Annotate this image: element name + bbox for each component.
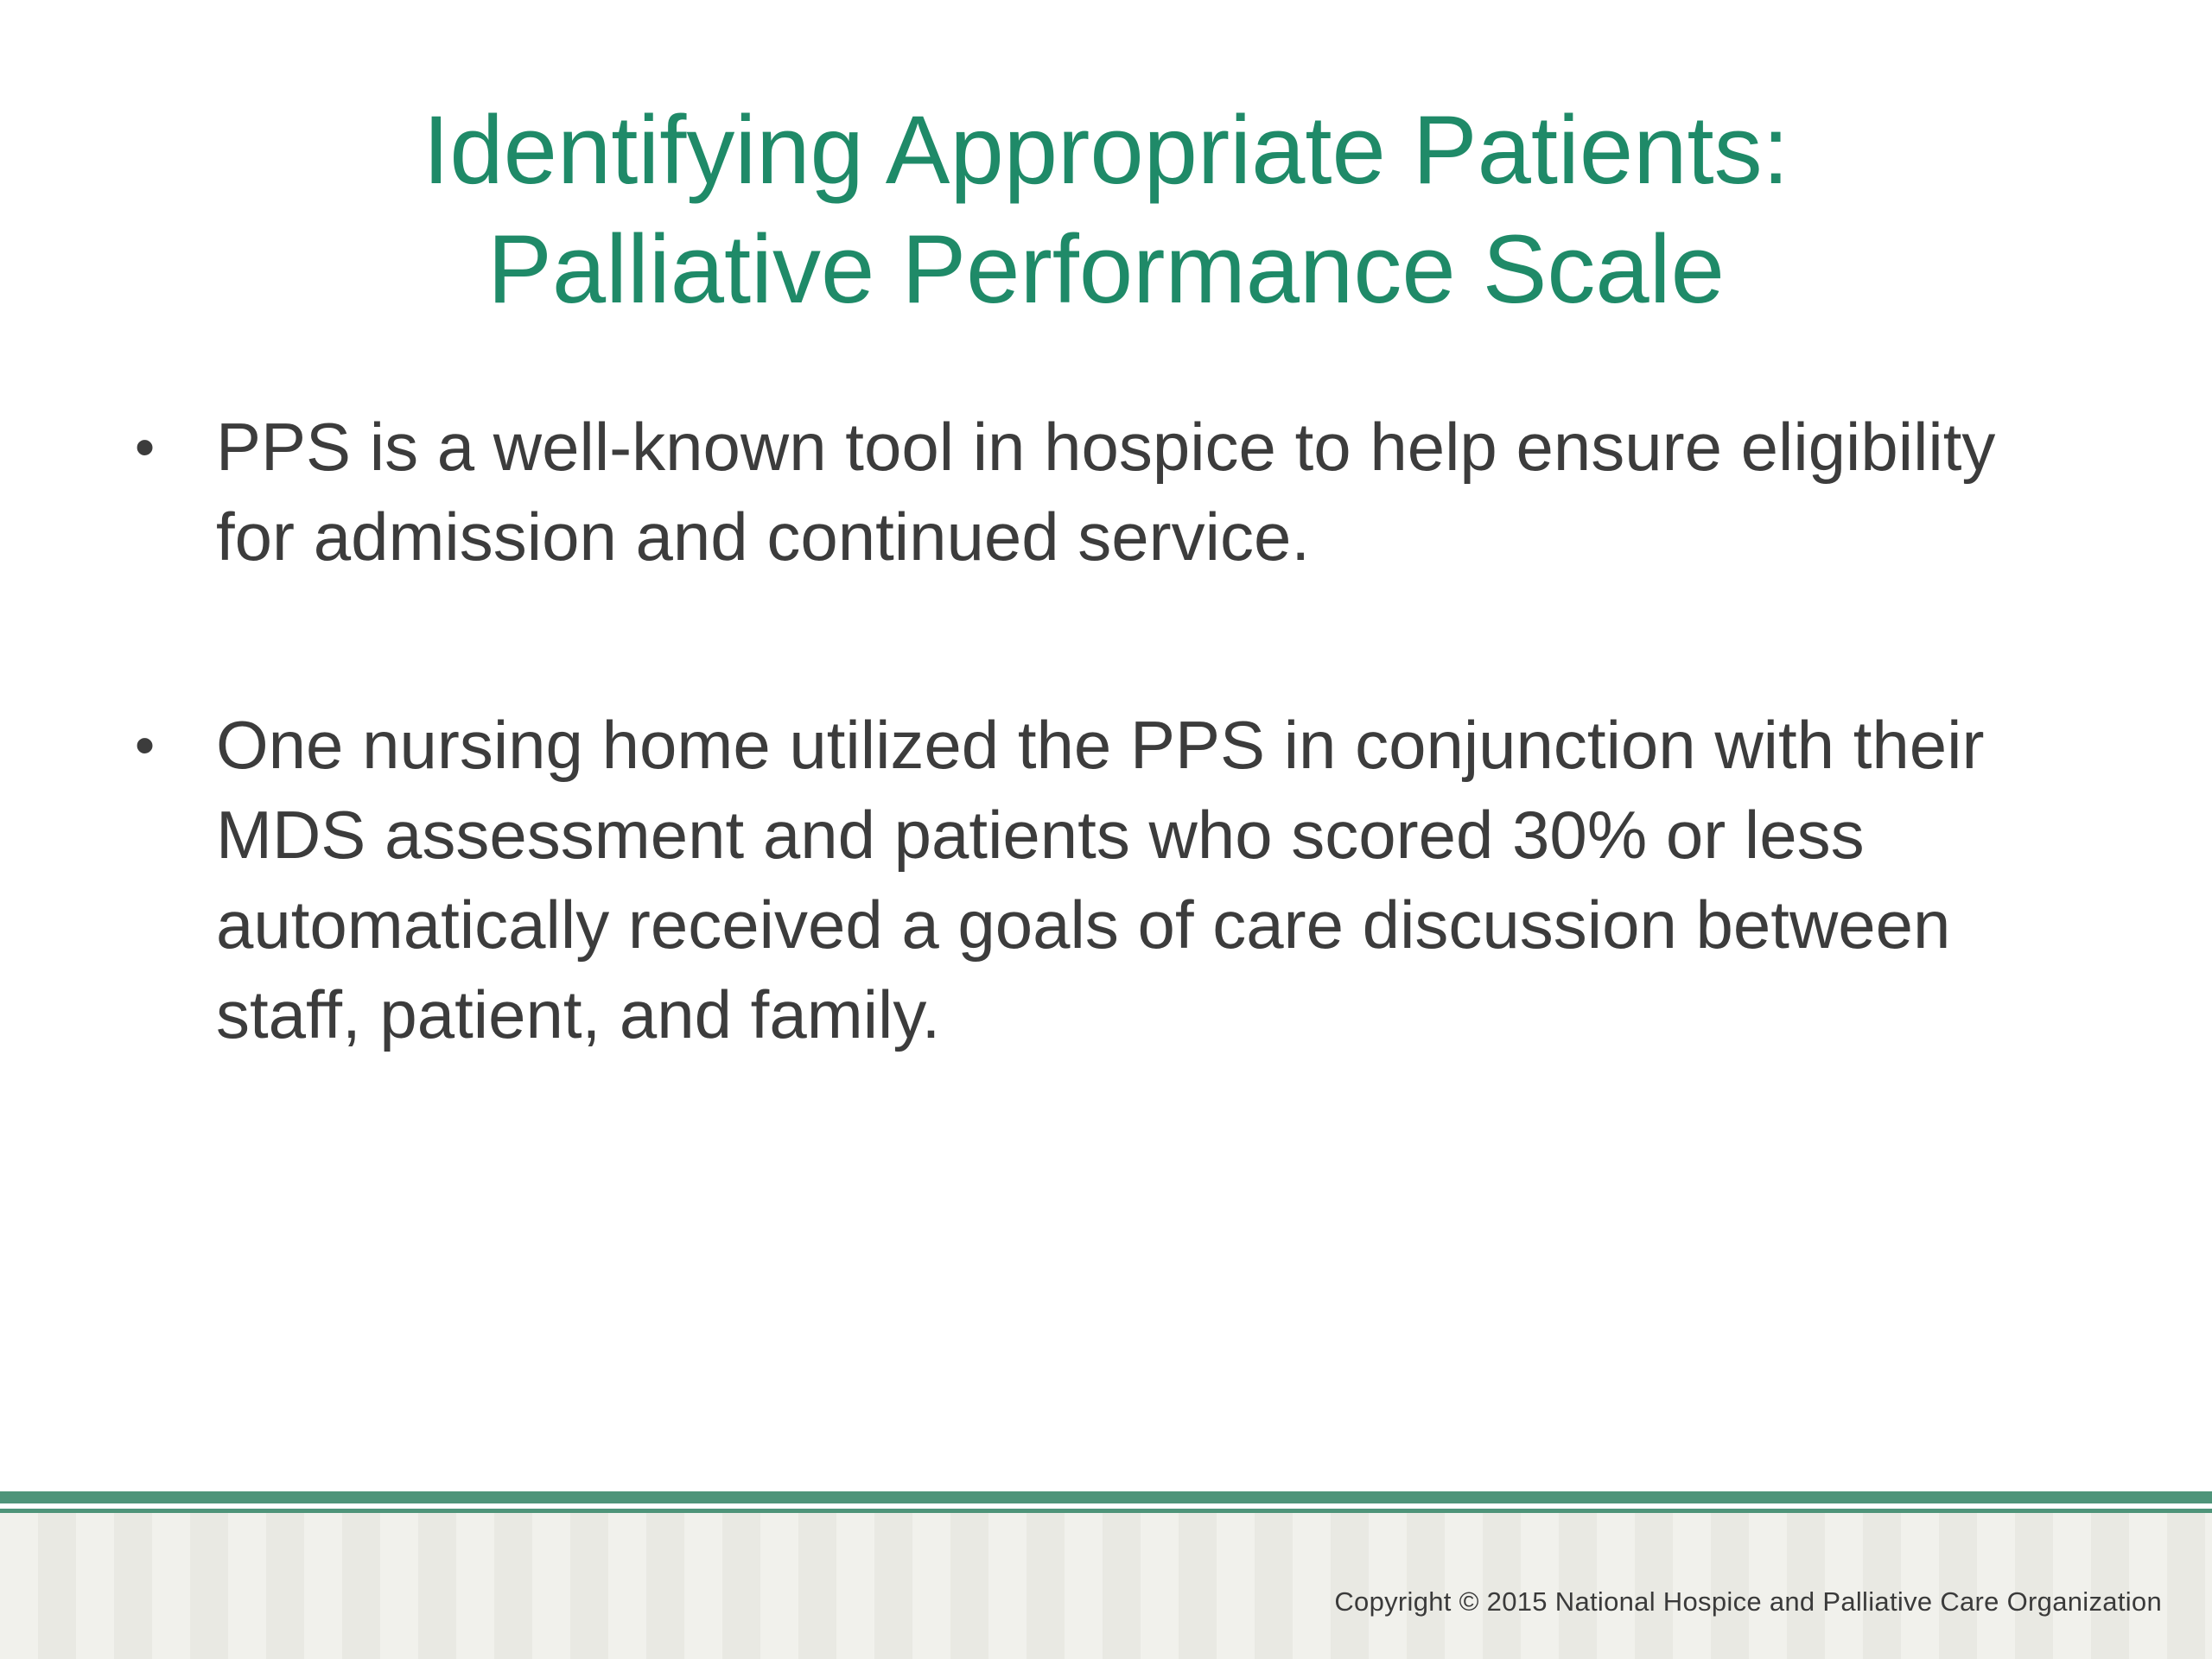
bullet-marker: • — [135, 415, 156, 479]
copyright-notice: Copyright © 2015 National Hospice and Palliative Care Organization — [1334, 1586, 2162, 1617]
slide-title-line-1: Identifying Appropriate Patients: — [423, 96, 1789, 204]
bullet-marker: • — [135, 713, 156, 777]
bullet-item — [130, 402, 2091, 582]
bullet-text: PPS is a well-known tool in hospice to help ensure eligibility for admission and continued service. — [216, 409, 1996, 575]
slide-title-line-2: Palliative Performance Scale — [487, 215, 1725, 323]
bullet-list — [130, 402, 2091, 1059]
slide-title — [0, 91, 2212, 329]
footer-divider-thick — [0, 1491, 2212, 1503]
bullet-text: One nursing home utilized the PPS in conjunction with their MDS assessment and patients who scored 30% or less automatically received a goals of care discussion between staff, patient, and family. — [216, 707, 1985, 1052]
slide-footer — [0, 1491, 2212, 1659]
bullet-item — [130, 700, 2091, 1059]
